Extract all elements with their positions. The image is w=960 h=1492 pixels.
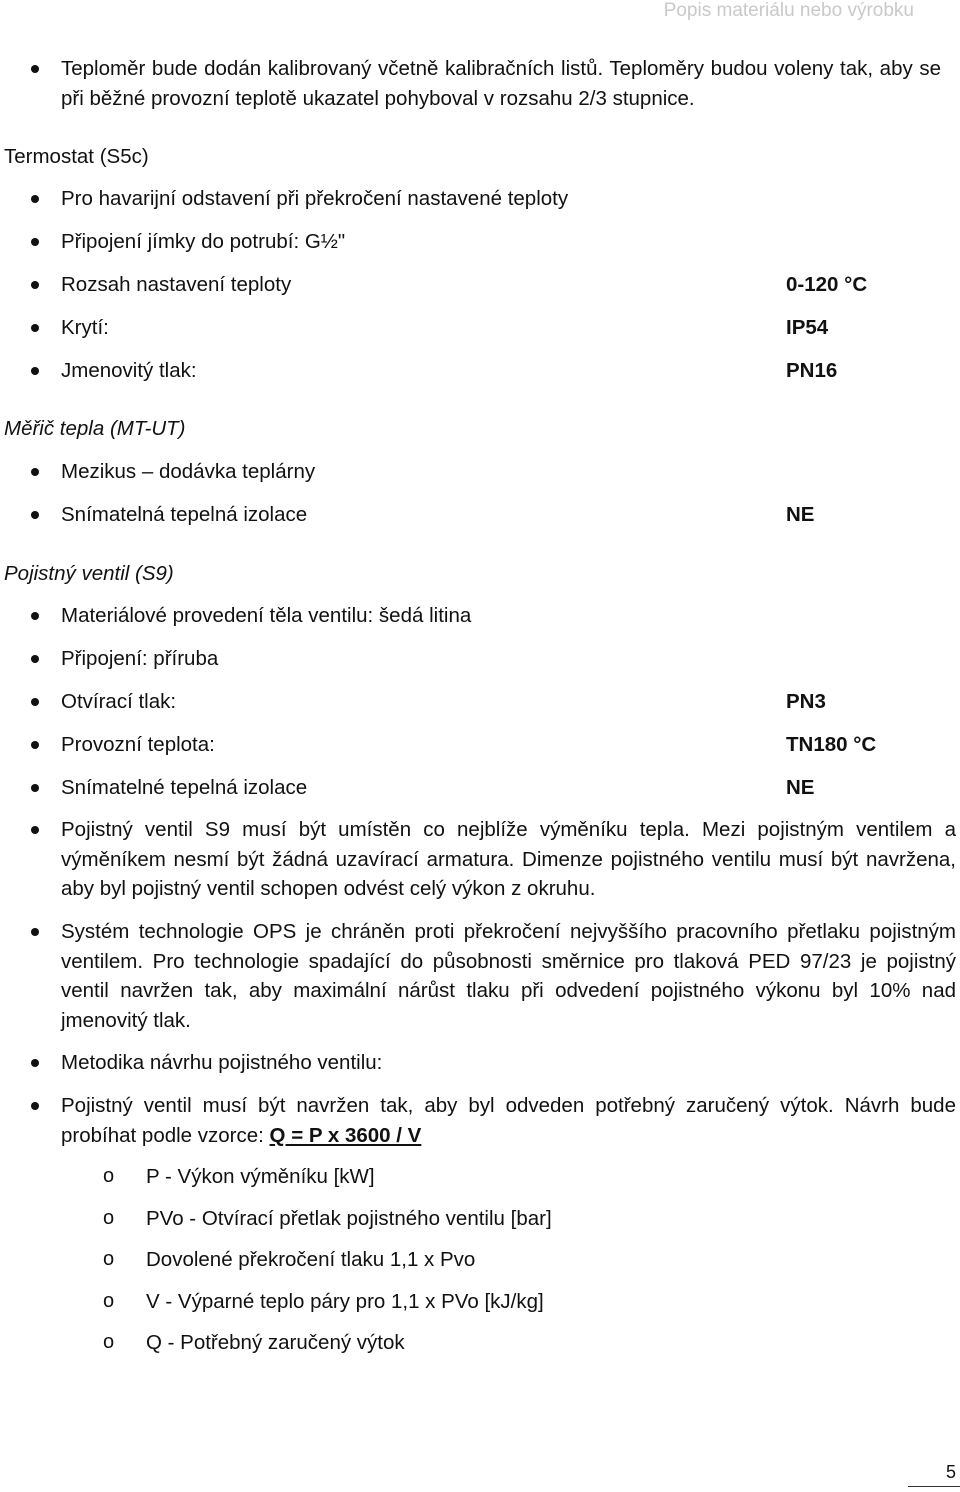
- thermostat-item-value: 0-120 °C: [786, 273, 868, 296]
- page-number: 5: [945, 1462, 956, 1482]
- safety-valve-paragraph: Systém technologie OPS je chráněn proti překročení nejvyššího pracovního přetlaku pojistným ventilem. Pro technologie spadající do působnosti směrnice pro tlaková PED 97/23 je pojistný ventil navržen tak, aby maximální nárůst tlaku při odvedení pojistného výkonu byl 10% nad jmenovitý tlak.: [61, 920, 956, 1032]
- bullet-icon: [31, 784, 39, 792]
- bullet-icon: [31, 281, 39, 289]
- sub-item: PVo - Otvírací přetlak pojistného ventilu [bar]: [146, 1207, 552, 1230]
- formula: Q = P x 3600 / V: [269, 1123, 422, 1147]
- thermostat-item-label: Pro havarijní odstavení při překročení nastavené teploty: [61, 187, 569, 210]
- safety-valve-item-value: PN3: [786, 690, 826, 713]
- bullet-icon: [31, 741, 39, 749]
- thermostat-item-label: Připojení jímky do potrubí: G½": [61, 230, 346, 253]
- safety-valve-item-value: NE: [786, 776, 815, 799]
- thermostat-item-value: PN16: [786, 359, 838, 382]
- sub-bullet-marker: o: [103, 1331, 115, 1353]
- heat-meter-item-value: NE: [786, 503, 815, 526]
- sub-bullet-marker: o: [103, 1207, 115, 1229]
- bullet-icon: [31, 655, 39, 663]
- heat-meter-item-label: Snímatelná tepelná izolace: [61, 503, 308, 526]
- bullet-icon: [31, 367, 39, 375]
- thermostat-item-label: Krytí:: [61, 316, 109, 339]
- safety-valve-item-label: Připojení: příruba: [61, 647, 219, 670]
- safety-valve-item-value: TN180 °C: [786, 733, 877, 756]
- bullet-icon: [31, 324, 39, 332]
- safety-valve-paragraph: Metodika návrhu pojistného ventilu:: [61, 1051, 383, 1074]
- bullet-icon: [31, 612, 39, 620]
- bullet-icon: [31, 1059, 39, 1067]
- bullet-icon: [31, 698, 39, 706]
- safety-valve-item-label: Otvírací tlak:: [61, 690, 177, 713]
- safety-valve-item-label: Provozní teplota:: [61, 733, 215, 756]
- thermostat-item-label: Jmenovitý tlak:: [61, 359, 197, 382]
- formula-paragraph-text: Pojistný ventil musí být navržen tak, aby byl odveden potřebný zaručený výtok. Návrh bude probíhat podle vzorce:: [61, 1094, 956, 1147]
- bullet-icon: [31, 511, 39, 519]
- bullet-icon: [31, 468, 39, 476]
- sub-item: P - Výkon výměníku [kW]: [146, 1165, 375, 1188]
- sub-item: Q - Potřebný zaručený výtok: [146, 1331, 405, 1354]
- page-header-title: Popis materiálu nebo výrobku: [663, 0, 914, 21]
- sub-bullet-marker: o: [103, 1248, 115, 1270]
- footer-rule: [908, 1486, 960, 1487]
- bullet-icon: [31, 928, 39, 936]
- sub-item: V - Výparné teplo páry pro 1,1 x PVo [kJ/kg]: [146, 1290, 544, 1313]
- bullet-icon: [31, 826, 39, 834]
- thermostat-item-value: IP54: [786, 316, 829, 339]
- sub-bullet-marker: o: [103, 1165, 115, 1187]
- bullet-icon: [31, 195, 39, 203]
- bullet-icon: [31, 1102, 39, 1110]
- thermostat-item-label: Rozsah nastavení teploty: [61, 273, 292, 296]
- sub-bullet-marker: o: [103, 1290, 115, 1312]
- safety-valve-item-label: Materiálové provedení těla ventilu: šedá litina: [61, 604, 472, 627]
- sub-item: Dovolené překročení tlaku 1,1 x Pvo: [146, 1248, 476, 1271]
- section-heading-heat-meter: Měřič tepla (MT-UT): [4, 417, 186, 440]
- formula-paragraph: [61, 1091, 956, 1150]
- safety-valve-item-label: Snímatelné tepelná izolace: [61, 776, 308, 799]
- safety-valve-paragraph: Pojistný ventil S9 musí být umístěn co nejblíže výměníku tepla. Mezi pojistným ventilem a výměníkem nesmí být žádná uzavírací armatura. Dimenze pojistného ventilu musí být navržena, aby byl pojistný ventil schopen odvést celý výkon z okruhu.: [61, 818, 956, 900]
- bullet-icon: [31, 65, 39, 73]
- section-heading-safety-valve: Pojistný ventil (S9): [4, 562, 174, 585]
- heat-meter-item-label: Mezikus – dodávka teplárny: [61, 460, 316, 483]
- section-heading-thermostat: Termostat (S5c): [4, 145, 149, 168]
- intro-paragraph: Teploměr bude dodán kalibrovaný včetně kalibračních listů. Teploměry budou voleny tak, aby se při běžné provozní teplotě ukazatel pohyboval v rozsahu 2/3 stupnice.: [61, 57, 941, 110]
- bullet-icon: [31, 238, 39, 246]
